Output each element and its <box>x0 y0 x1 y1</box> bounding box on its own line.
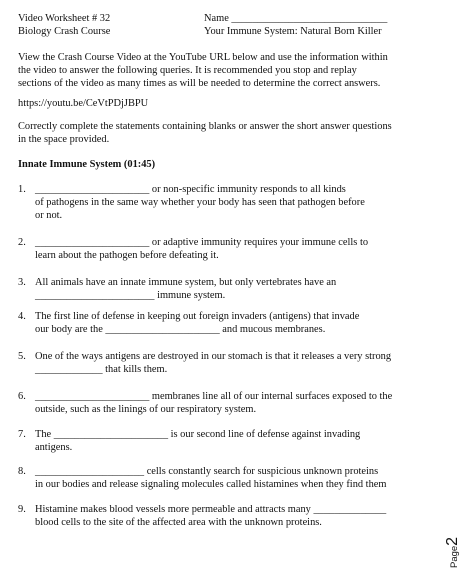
video-url: https://youtu.be/CeVtPDjJBPU <box>18 98 149 109</box>
question-line: ______________________ or non-specific immunity responds to all kinds <box>35 184 346 195</box>
question-line: _______________________ immune system. <box>35 290 226 301</box>
question-line: learn about the pathogen before defeating it. <box>35 250 219 261</box>
question-line: ______________________ membranes line all of our internal surfaces exposed to the <box>35 391 393 402</box>
question-number: 5. <box>18 351 26 362</box>
question-line: ______________________ or adaptive immunity requires your immune cells to <box>35 237 369 248</box>
worksheet-title: Video Worksheet # 32 <box>18 13 111 24</box>
question-line: The ______________________ is our second line of defense against invading <box>35 429 361 440</box>
intro-line: sections of the video as many times as will be needed to determine the correct answers. <box>18 78 381 89</box>
instructions-line: in the space provided. <box>18 134 110 145</box>
question-number: 2. <box>18 237 26 248</box>
question-line: antigens. <box>35 442 73 453</box>
question-number: 6. <box>18 391 26 402</box>
question-number: 9. <box>18 504 26 515</box>
question-line: Histamine makes blood vessels more permeable and attracts many ______________ <box>35 504 387 515</box>
question-line: in our bodies and release signaling molecules called histamines when they find them <box>35 479 387 490</box>
question-line: _____________ that kills them. <box>35 364 168 375</box>
intro-line: View the Crash Course Video at the YouTube URL below and use the information within <box>18 52 388 63</box>
name-field: Name ______________________________ <box>204 13 388 24</box>
question-number: 4. <box>18 311 26 322</box>
question-number: 1. <box>18 184 26 195</box>
page-word: Page <box>449 545 460 568</box>
page-number <box>444 537 462 568</box>
question-number: 7. <box>18 429 26 440</box>
question-line: blood cells to the site of the affected area with the unknown proteins. <box>35 517 322 528</box>
page-number-value: 2 <box>444 536 461 546</box>
instructions-line: Correctly complete the statements containing blanks or answer the short answer questions <box>18 121 392 132</box>
question-line: of pathogens in the same way whether your body has seen that pathogen before <box>35 197 365 208</box>
question-line: our body are the ______________________ and mucous membranes. <box>35 324 326 335</box>
question-number: 3. <box>18 277 26 288</box>
question-line: The first line of defense in keeping out foreign invaders (antigens) that invade <box>35 311 360 322</box>
question-line: _____________________ cells constantly search for suspicious unknown proteins <box>35 466 379 477</box>
question-line: One of the ways antigens are destroyed in our stomach is that it releases a very strong <box>35 351 392 362</box>
question-line: or not. <box>35 210 63 221</box>
question-number: 8. <box>18 466 26 477</box>
question-line: outside, such as the linings of our respiratory system. <box>35 404 257 415</box>
question-line: All animals have an innate immune system, but only vertebrates have an <box>35 277 337 288</box>
intro-line: the video to answer the following queries. It is recommended you stop and replay <box>18 65 357 76</box>
section-heading: Innate Immune System (01:45) <box>18 159 156 170</box>
video-title: Your Immune System: Natural Born Killer <box>204 26 382 37</box>
course-name: Biology Crash Course <box>18 26 111 37</box>
